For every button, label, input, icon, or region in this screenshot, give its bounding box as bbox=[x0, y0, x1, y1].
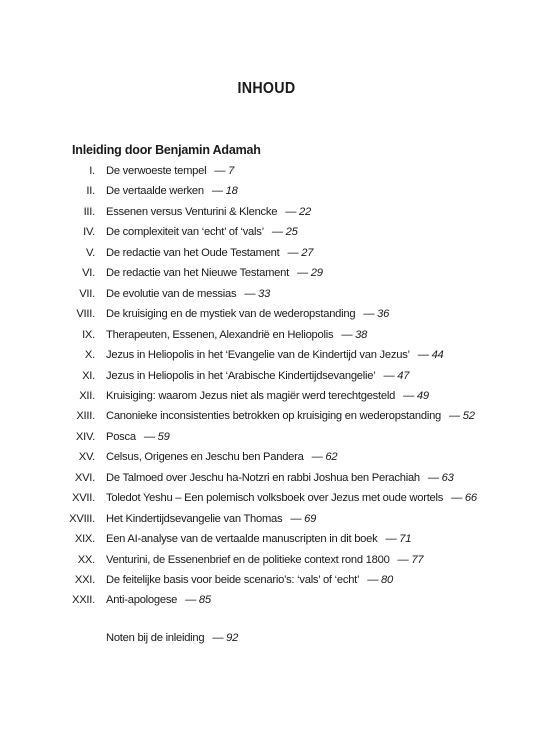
toc-entry bbox=[0, 263, 533, 283]
chapter-page-number: — 7 bbox=[214, 165, 235, 177]
toc-entry bbox=[0, 406, 533, 426]
chapter-title-text: Jezus in Heliopolis in het ‘Arabische Kindertijdsevangelie’ bbox=[106, 369, 376, 382]
chapter-title bbox=[106, 222, 298, 242]
chapter-page-number: — 52 bbox=[449, 410, 475, 423]
chapter-number: III. bbox=[83, 205, 95, 218]
chapter-title-text: De feitelijke basis voor beide scenario’s: ‘vals’ of ‘echt’ bbox=[106, 574, 360, 586]
chapter-page-number: — 33 bbox=[244, 287, 271, 300]
chapter-number: XVIII. bbox=[69, 512, 95, 525]
chapter-title bbox=[106, 345, 444, 365]
chapter-page-number: — 63 bbox=[427, 471, 454, 484]
chapter-title bbox=[106, 570, 393, 590]
chapter-title bbox=[106, 284, 270, 304]
toc-entry bbox=[0, 427, 533, 447]
chapter-title bbox=[106, 509, 316, 529]
chapter-number: XX. bbox=[77, 553, 95, 566]
toc-entry bbox=[0, 590, 533, 610]
chapter-page-number: — 77 bbox=[397, 553, 424, 566]
chapter-title-text: Venturini, de Essenenbrief en de politieke context rond 1800 bbox=[106, 553, 390, 566]
chapter-page-number: — 47 bbox=[383, 369, 410, 382]
page-title: INHOUD bbox=[237, 80, 296, 97]
toc-entry bbox=[0, 202, 533, 222]
chapter-title-text: Toledot Yeshu – Een polemisch volksboek over Jezus met oude wortels bbox=[106, 492, 444, 505]
chapter-title-text: De verwoeste tempel bbox=[106, 165, 207, 177]
chapter-title bbox=[106, 243, 313, 263]
chapter-title bbox=[106, 406, 475, 426]
notes-page-number: — 92 bbox=[212, 632, 239, 644]
toc-entry bbox=[0, 325, 533, 345]
chapter-page-number: — 38 bbox=[341, 328, 368, 341]
chapter-title bbox=[106, 181, 238, 201]
chapter-page-number: — 25 bbox=[271, 226, 298, 239]
chapter-title-text: Anti-apologese bbox=[106, 594, 178, 607]
chapter-title-text: Kruisiging: waarom Jezus niet als magiër werd terechtgesteld bbox=[106, 389, 396, 402]
toc-entry bbox=[0, 488, 533, 508]
toc-entry bbox=[0, 570, 533, 590]
chapter-number: X. bbox=[84, 349, 95, 362]
chapter-title bbox=[106, 202, 311, 222]
chapter-number: IV. bbox=[83, 226, 95, 239]
chapter-number: I. bbox=[89, 165, 95, 177]
toc-entry bbox=[0, 161, 533, 181]
chapter-title bbox=[106, 325, 367, 345]
chapter-title-text: Canonieke inconsistenties betrokken op kruisiging en wederopstanding bbox=[106, 410, 442, 423]
chapter-number: XVI. bbox=[74, 471, 95, 484]
toc-entry bbox=[0, 304, 533, 324]
toc-entry bbox=[0, 222, 533, 242]
chapter-title bbox=[106, 161, 234, 181]
chapter-number: XII. bbox=[79, 389, 95, 402]
toc-entry bbox=[0, 468, 533, 488]
toc-entry bbox=[0, 550, 533, 570]
chapter-page-number: — 36 bbox=[363, 308, 390, 321]
chapter-title-text: De kruisiging en de mystiek van de wederopstanding bbox=[106, 308, 356, 321]
chapter-title bbox=[106, 529, 411, 549]
chapter-number: VII. bbox=[79, 287, 95, 300]
notes-title: Noten bij de inleiding bbox=[106, 632, 205, 644]
chapter-title-text: De redactie van het Oude Testament bbox=[106, 246, 280, 259]
chapter-number: VI. bbox=[82, 267, 95, 280]
chapter-title-text: De Talmoed over Jeschu ha-Notzri en rabbi Joshua ben Perachiah bbox=[106, 471, 420, 484]
chapter-page-number: — 62 bbox=[311, 451, 338, 464]
chapter-number: II. bbox=[86, 185, 95, 198]
chapter-title-text: Het Kindertijdsevangelie van Thomas bbox=[106, 512, 283, 525]
chapter-title-text: Essenen versus Venturini & Klencke bbox=[106, 205, 278, 218]
chapter-number: XIX. bbox=[74, 533, 95, 546]
chapter-number: XV. bbox=[78, 451, 95, 464]
chapter-number: XIV. bbox=[75, 430, 95, 443]
toc-entry bbox=[0, 181, 533, 201]
chapter-number: IX. bbox=[82, 328, 95, 341]
chapter-page-number: — 49 bbox=[403, 389, 429, 402]
toc-entry bbox=[0, 529, 533, 549]
chapter-title bbox=[106, 550, 423, 570]
chapter-title bbox=[106, 427, 170, 447]
chapter-number: XI. bbox=[82, 369, 95, 382]
chapter-number: V. bbox=[85, 246, 95, 259]
toc-entry bbox=[0, 345, 533, 365]
chapter-title-text: De vertaalde werken bbox=[106, 185, 204, 198]
chapter-title bbox=[106, 468, 454, 488]
chapter-page-number: — 80 bbox=[367, 574, 394, 586]
toc-entry bbox=[0, 509, 533, 529]
toc-entry bbox=[0, 243, 533, 263]
chapter-page-number: — 44 bbox=[417, 349, 444, 362]
chapter-title-text: Therapeuten, Essenen, Alexandrië en Heliopolis bbox=[106, 328, 334, 341]
toc-notes-entry bbox=[106, 628, 238, 648]
chapter-number: XVII. bbox=[72, 492, 95, 505]
chapter-title-text: De evolutie van de messias bbox=[106, 287, 237, 300]
chapter-page-number: — 59 bbox=[143, 430, 170, 443]
toc-entry bbox=[0, 386, 533, 406]
chapter-number: XXII. bbox=[72, 594, 95, 607]
chapter-title bbox=[106, 488, 477, 508]
intro-heading: Inleiding door Benjamin Adamah bbox=[72, 143, 261, 157]
chapter-title-text: Celsus, Origenes en Jeschu ben Pandera bbox=[106, 451, 304, 464]
chapter-title-text: Een AI-analyse van de vertaalde manuscripten in dit boek bbox=[106, 533, 378, 546]
chapter-number: XIII. bbox=[76, 410, 95, 423]
chapter-number: XXI. bbox=[74, 574, 95, 586]
chapter-title-text: Posca bbox=[106, 430, 136, 443]
chapter-title bbox=[106, 386, 429, 406]
chapter-page-number: — 27 bbox=[287, 246, 314, 259]
chapter-title-text: Jezus in Heliopolis in het ‘Evangelie van de Kindertijd van Jezus’ bbox=[106, 349, 410, 362]
chapter-title bbox=[106, 590, 211, 610]
chapter-page-number: — 85 bbox=[185, 594, 211, 607]
toc-entry bbox=[0, 447, 533, 467]
toc-entry bbox=[0, 284, 533, 304]
chapter-page-number: — 71 bbox=[385, 533, 412, 546]
chapter-number: VIII. bbox=[76, 308, 95, 321]
chapter-page-number: — 69 bbox=[290, 512, 317, 525]
chapter-title bbox=[106, 366, 409, 386]
chapter-page-number: — 18 bbox=[211, 185, 238, 198]
chapter-page-number: — 29 bbox=[296, 267, 323, 280]
chapter-page-number: — 22 bbox=[285, 205, 311, 218]
chapter-title-text: De redactie van het Nieuwe Testament bbox=[106, 267, 289, 280]
chapter-title bbox=[106, 263, 323, 283]
toc-entry bbox=[0, 366, 533, 386]
chapter-title bbox=[106, 304, 389, 324]
chapter-page-number: — 66 bbox=[451, 492, 477, 505]
chapter-title-text: De complexiteit van ‘echt’ of ‘vals’ bbox=[106, 226, 264, 239]
chapter-title bbox=[106, 447, 337, 467]
